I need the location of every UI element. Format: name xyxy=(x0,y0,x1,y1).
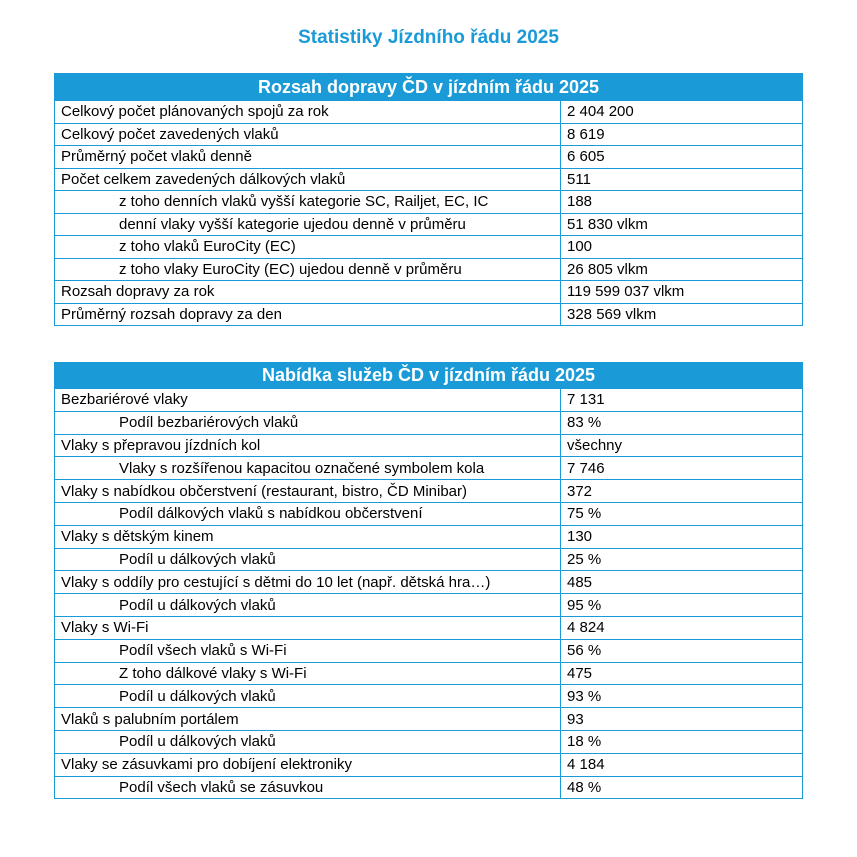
table-services-offer xyxy=(54,362,803,799)
row-label: Podíl bezbariérových vlaků xyxy=(55,411,561,434)
table-row xyxy=(55,411,803,434)
row-label: Podíl u dálkových vlaků xyxy=(55,548,561,571)
row-value: 75 % xyxy=(561,502,803,525)
row-value: 119 599 037 vlkm xyxy=(561,281,803,304)
table-header-row xyxy=(55,74,803,101)
row-value: 95 % xyxy=(561,594,803,617)
table-row xyxy=(55,502,803,525)
row-value: 93 % xyxy=(561,685,803,708)
row-value: 56 % xyxy=(561,639,803,662)
table-title: Nabídka služeb ČD v jízdním řádu 2025 xyxy=(55,363,803,389)
row-label: Vlaky s oddíly pro cestující s dětmi do 10 let (např. dětská hra…) xyxy=(55,571,561,594)
row-label: Průměrný počet vlaků denně xyxy=(55,146,561,169)
row-value: všechny xyxy=(561,434,803,457)
table-row xyxy=(55,191,803,214)
table-row xyxy=(55,457,803,480)
row-value: 48 % xyxy=(561,776,803,799)
row-label: Vlaky s přepravou jízdních kol xyxy=(55,434,561,457)
table-row xyxy=(55,776,803,799)
row-value: 26 805 vlkm xyxy=(561,258,803,281)
table-row xyxy=(55,730,803,753)
table-row xyxy=(55,434,803,457)
row-label: Z toho dálkové vlaky s Wi-Fi xyxy=(55,662,561,685)
row-value: 8 619 xyxy=(561,123,803,146)
row-value: 188 xyxy=(561,191,803,214)
row-value: 2 404 200 xyxy=(561,101,803,124)
row-label: denní vlaky vyšší kategorie ujedou denně v průměru xyxy=(55,213,561,236)
row-label: Rozsah dopravy za rok xyxy=(55,281,561,304)
table-row xyxy=(55,525,803,548)
table-row xyxy=(55,281,803,304)
row-label: Podíl u dálkových vlaků xyxy=(55,730,561,753)
row-label: Vlaky s dětským kinem xyxy=(55,525,561,548)
row-value: 100 xyxy=(561,236,803,259)
row-value: 93 xyxy=(561,708,803,731)
row-value: 511 xyxy=(561,168,803,191)
row-label: Podíl všech vlaků s Wi-Fi xyxy=(55,639,561,662)
table-row xyxy=(55,480,803,503)
row-label: z toho vlaky EuroCity (EC) ujedou denně v průměru xyxy=(55,258,561,281)
page-title: Statistiky Jízdního řádu 2025 xyxy=(298,27,559,48)
row-label: Vlaků s palubním portálem xyxy=(55,708,561,731)
table-row xyxy=(55,594,803,617)
row-value: 7 746 xyxy=(561,457,803,480)
table-row xyxy=(55,236,803,259)
table-row xyxy=(55,146,803,169)
table-row xyxy=(55,753,803,776)
table-row xyxy=(55,662,803,685)
row-label: Celkový počet plánovaných spojů za rok xyxy=(55,101,561,124)
row-value: 328 569 vlkm xyxy=(561,303,803,326)
table-row xyxy=(55,389,803,412)
table-row xyxy=(55,685,803,708)
row-value: 51 830 vlkm xyxy=(561,213,803,236)
table-row xyxy=(55,571,803,594)
table-row xyxy=(55,123,803,146)
table-row xyxy=(55,639,803,662)
table-row xyxy=(55,548,803,571)
table-body xyxy=(55,101,803,326)
table-row xyxy=(55,101,803,124)
row-value: 83 % xyxy=(561,411,803,434)
row-label: Vlaky se zásuvkami pro dobíjení elektroniky xyxy=(55,753,561,776)
row-label: Průměrný rozsah dopravy za den xyxy=(55,303,561,326)
table-row xyxy=(55,303,803,326)
row-value: 485 xyxy=(561,571,803,594)
row-label: z toho denních vlaků vyšší kategorie SC, Railjet, EC, IC xyxy=(55,191,561,214)
table-row xyxy=(55,213,803,236)
row-value: 4 184 xyxy=(561,753,803,776)
row-label: Podíl všech vlaků se zásuvkou xyxy=(55,776,561,799)
row-label: z toho vlaků EuroCity (EC) xyxy=(55,236,561,259)
table-row xyxy=(55,708,803,731)
table-traffic-scope xyxy=(54,73,803,326)
row-value: 130 xyxy=(561,525,803,548)
row-label: Celkový počet zavedených vlaků xyxy=(55,123,561,146)
row-label: Podíl u dálkových vlaků xyxy=(55,594,561,617)
row-label: Podíl dálkových vlaků s nabídkou občerstvení xyxy=(55,502,561,525)
table-row xyxy=(55,258,803,281)
row-label: Podíl u dálkových vlaků xyxy=(55,685,561,708)
row-value: 372 xyxy=(561,480,803,503)
row-label: Počet celkem zavedených dálkových vlaků xyxy=(55,168,561,191)
row-value: 25 % xyxy=(561,548,803,571)
row-label: Bezbariérové vlaky xyxy=(55,389,561,412)
table-body xyxy=(55,389,803,799)
row-label: Vlaky s Wi-Fi xyxy=(55,616,561,639)
row-value: 7 131 xyxy=(561,389,803,412)
table-row xyxy=(55,168,803,191)
row-value: 18 % xyxy=(561,730,803,753)
row-value: 4 824 xyxy=(561,616,803,639)
row-label: Vlaky s rozšířenou kapacitou označené symbolem kola xyxy=(55,457,561,480)
table-header-row xyxy=(55,363,803,389)
table-title: Rozsah dopravy ČD v jízdním řádu 2025 xyxy=(55,74,803,101)
row-label: Vlaky s nabídkou občerstvení (restaurant, bistro, ČD Minibar) xyxy=(55,480,561,503)
row-value: 6 605 xyxy=(561,146,803,169)
table-row xyxy=(55,616,803,639)
row-value: 475 xyxy=(561,662,803,685)
